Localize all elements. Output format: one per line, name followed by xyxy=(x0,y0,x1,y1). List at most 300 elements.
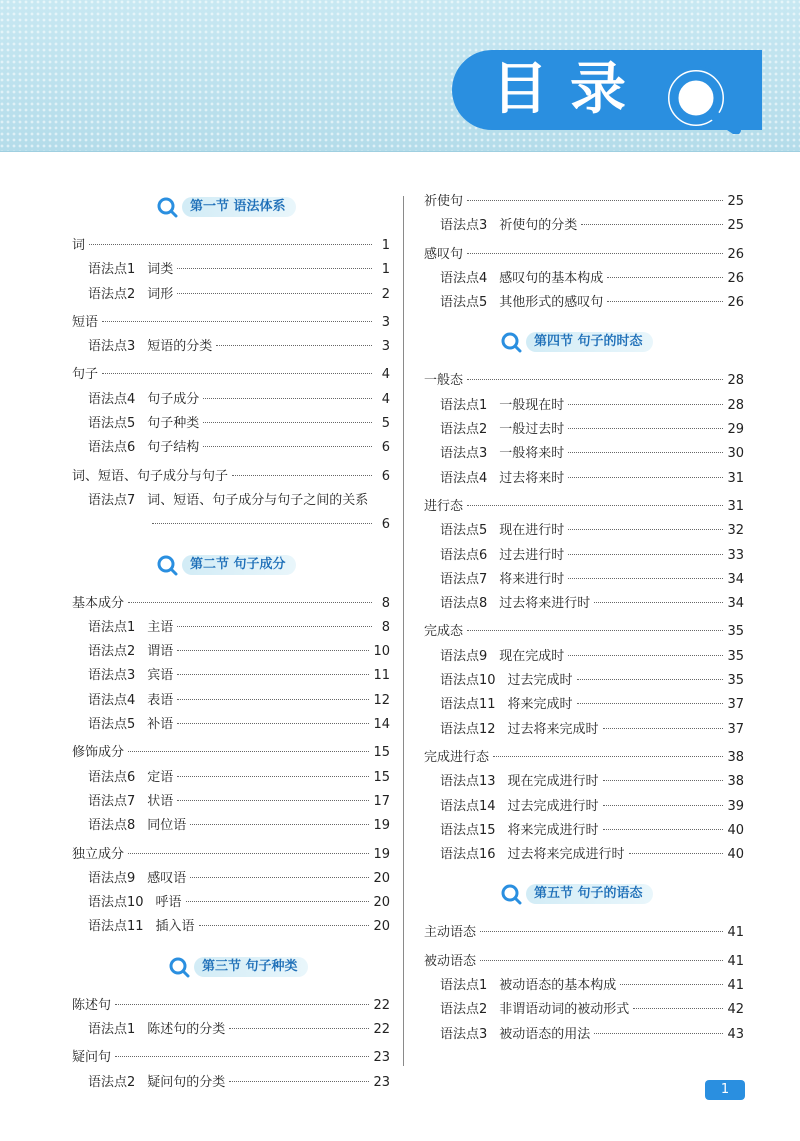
leader-dots xyxy=(568,655,723,656)
toc-entry-text: 状语 xyxy=(147,793,174,809)
toc-entry-text: 过去将来完成进行时 xyxy=(507,847,625,863)
toc-page-number: 31 xyxy=(727,470,744,486)
toc-item-row[interactable] xyxy=(72,283,390,307)
toc-entry-text: 疑问句的分类 xyxy=(147,1074,226,1090)
leader-dots xyxy=(577,679,724,680)
toc-page-number: 23 xyxy=(373,1050,390,1066)
toc-page-number: 5 xyxy=(381,416,390,432)
leader-dots xyxy=(577,703,724,704)
toc-entry-label xyxy=(88,489,368,513)
toc-entry-label xyxy=(88,412,199,436)
toc-entry-label xyxy=(440,770,599,794)
toc-entry-label xyxy=(88,891,182,915)
toc-entry-label xyxy=(440,568,564,592)
toc-entry-label xyxy=(424,620,463,644)
toc-page-number: 6 xyxy=(381,440,390,456)
toc-page-number: 14 xyxy=(373,717,390,733)
toc-entry-label xyxy=(88,616,173,640)
grammar-point-code: 语法点10 xyxy=(88,895,144,911)
leader-dots xyxy=(467,505,723,506)
toc-page-number: 6 xyxy=(381,468,390,484)
toc-entry-label xyxy=(72,363,98,387)
toc-item-row[interactable] xyxy=(72,335,390,359)
toc-page-number: 33 xyxy=(727,547,744,563)
toc-entry-text: 词 xyxy=(72,238,86,253)
toc-page-number: 22 xyxy=(373,1022,390,1038)
toc-item-row[interactable] xyxy=(72,713,390,737)
grammar-point-code: 语法点2 xyxy=(88,1074,136,1090)
section-magnifier-icon xyxy=(156,554,178,576)
toc-entry-label xyxy=(88,258,173,282)
toc-item-row[interactable] xyxy=(72,436,390,460)
leader-dots xyxy=(480,960,723,961)
toc-entry-label xyxy=(440,795,599,819)
toc-page-number: 19 xyxy=(373,846,390,862)
toc-item-row[interactable] xyxy=(72,867,390,891)
leader-dots xyxy=(568,554,723,555)
toc-page-number: 3 xyxy=(381,314,390,330)
toc-item-row[interactable] xyxy=(424,442,744,466)
toc-item-row[interactable] xyxy=(424,819,744,843)
toc-group-row[interactable] xyxy=(72,843,390,867)
leader-dots xyxy=(594,602,723,603)
toc-entry-label xyxy=(88,766,173,790)
toc-page-number: 12 xyxy=(373,692,390,708)
toc-page-number: 38 xyxy=(727,749,744,765)
toc-entry-text: 被动语态的基本构成 xyxy=(499,978,617,994)
leader-dots xyxy=(102,321,372,322)
toc-left-column xyxy=(72,190,390,1095)
grammar-point-code: 语法点5 xyxy=(440,295,488,311)
toc-item-row[interactable] xyxy=(424,770,744,794)
toc-entry-text: 感叹句的基本构成 xyxy=(499,270,604,286)
toc-entry-text: 独立成分 xyxy=(72,846,125,862)
toc-group-row[interactable] xyxy=(72,234,390,258)
toc-group-row[interactable] xyxy=(72,1046,390,1070)
toc-page-number: 35 xyxy=(727,648,744,664)
toc-entry-text: 将来进行时 xyxy=(499,571,565,587)
toc-item-row[interactable] xyxy=(424,394,744,418)
toc-entry-text: 祈使句 xyxy=(424,194,464,209)
leader-dots xyxy=(568,477,723,478)
toc-entry-text: 现在进行时 xyxy=(499,523,565,539)
toc-entry-text: 一般将来时 xyxy=(499,446,565,462)
toc-item-row[interactable] xyxy=(424,592,744,616)
toc-entry-text: 进行态 xyxy=(424,498,464,514)
grammar-point-code: 语法点3 xyxy=(440,1026,488,1042)
toc-entry-text: 祈使句的分类 xyxy=(499,218,578,234)
toc-page-number: 30 xyxy=(727,446,744,462)
grammar-point-code: 语法点5 xyxy=(88,416,136,432)
leader-dots xyxy=(115,1056,369,1057)
toc-group-row[interactable] xyxy=(72,311,390,335)
section-title: 第三节 句子种类 xyxy=(194,957,308,977)
toc-page-number: 26 xyxy=(727,270,744,286)
leader-dots xyxy=(115,1004,369,1005)
section-badge xyxy=(500,883,653,905)
toc-entry-text: 陈述句 xyxy=(72,997,112,1013)
toc-item-row[interactable] xyxy=(424,998,744,1022)
leader-dots xyxy=(89,244,372,245)
toc-item-row[interactable] xyxy=(424,693,744,717)
toc-entry-text: 定语 xyxy=(147,769,174,785)
toc-group-row[interactable] xyxy=(72,592,390,616)
toc-group-row[interactable] xyxy=(72,465,390,489)
toc-entry-label xyxy=(424,243,463,267)
toc-group-row[interactable] xyxy=(424,620,744,644)
toc-entry-text: 句子 xyxy=(72,367,99,383)
toc-entry-text: 过去完成时 xyxy=(507,673,573,689)
toc-page-number: 34 xyxy=(727,571,744,587)
toc-entry-text: 主语 xyxy=(147,619,174,635)
leader-dots xyxy=(581,224,723,225)
toc-entry-label xyxy=(88,436,199,460)
toc-page-number: 29 xyxy=(727,422,744,438)
toc-entry-text: 过去将来时 xyxy=(499,470,565,486)
header-banner xyxy=(0,0,800,152)
toc-item-row[interactable] xyxy=(424,795,744,819)
toc-entry-label xyxy=(88,1071,225,1095)
toc-entry-label xyxy=(88,664,173,688)
toc-page-number: 42 xyxy=(727,1002,744,1018)
grammar-point-code: 语法点1 xyxy=(440,397,488,413)
section-badge xyxy=(500,331,653,353)
toc-entry-label xyxy=(424,190,463,214)
toc-page-number: 10 xyxy=(373,644,390,660)
toc-page-number: 40 xyxy=(727,847,744,863)
leader-dots xyxy=(203,446,372,447)
toc-group-row[interactable] xyxy=(424,950,744,974)
toc-entry-text: 主动语态 xyxy=(424,925,477,941)
leader-dots xyxy=(177,650,369,651)
leader-dots xyxy=(603,805,724,806)
leader-dots xyxy=(190,877,369,878)
leader-dots xyxy=(607,277,723,278)
toc-item-row[interactable] xyxy=(72,814,390,838)
section-heading xyxy=(72,950,390,986)
grammar-point-code: 语法点3 xyxy=(440,218,488,234)
leader-dots xyxy=(199,925,370,926)
toc-entry-text: 现在完成进行时 xyxy=(507,774,599,790)
toc-page-number: 1 xyxy=(381,262,390,278)
section-heading xyxy=(424,325,744,361)
toc-group-row[interactable] xyxy=(72,741,390,765)
toc-item-row[interactable] xyxy=(72,412,390,436)
toc-item-row[interactable] xyxy=(424,645,744,669)
toc-page-number: 20 xyxy=(373,870,390,886)
leader-dots xyxy=(177,293,372,294)
toc-group-row[interactable] xyxy=(424,921,744,945)
section-title: 第二节 句子成分 xyxy=(182,555,296,575)
toc-item-row[interactable] xyxy=(72,513,390,537)
toc-page-number: 8 xyxy=(381,595,390,611)
grammar-point-code: 语法点8 xyxy=(440,596,488,612)
leader-dots xyxy=(177,699,369,700)
toc-entry-text: 插入语 xyxy=(155,919,195,935)
toc-entry-label xyxy=(440,819,599,843)
toc-entry-label xyxy=(440,592,590,616)
toc-group-row[interactable] xyxy=(424,746,744,770)
leader-dots xyxy=(186,901,370,902)
toc-entry-label xyxy=(440,519,564,543)
toc-group-row[interactable] xyxy=(72,994,390,1018)
toc-item-row[interactable] xyxy=(424,669,744,693)
toc-entry-text: 谓语 xyxy=(147,644,174,660)
section-magnifier-icon xyxy=(500,331,522,353)
grammar-point-code: 语法点7 xyxy=(440,571,488,587)
grammar-point-code: 语法点6 xyxy=(440,547,488,563)
toc-entry-text: 被动语态 xyxy=(424,953,477,969)
toc-page-number: 37 xyxy=(727,697,744,713)
toc-item-row[interactable] xyxy=(424,267,744,291)
toc-item-row[interactable] xyxy=(424,214,744,238)
grammar-point-code: 语法点4 xyxy=(440,270,488,286)
toc-entry-text: 呼语 xyxy=(155,895,182,911)
toc-page-number: 26 xyxy=(727,295,744,311)
toc-page-number: 2 xyxy=(381,286,390,302)
toc-item-row[interactable] xyxy=(424,1023,744,1047)
toc-page-number: 8 xyxy=(381,619,390,635)
toc-entry-text: 基本成分 xyxy=(72,595,125,611)
leader-dots xyxy=(568,452,723,453)
section-badge xyxy=(168,956,308,978)
toc-item-row[interactable] xyxy=(72,790,390,814)
toc-item-row[interactable] xyxy=(72,616,390,640)
toc-entry-label xyxy=(88,689,173,713)
toc-page-number: 41 xyxy=(727,953,744,969)
toc-entry-text: 完成进行态 xyxy=(424,749,490,765)
toc-entry-text: 句子成分 xyxy=(147,391,200,407)
toc-page-number: 31 xyxy=(727,498,744,514)
toc-item-row[interactable] xyxy=(72,640,390,664)
section-title: 第五节 句子的语态 xyxy=(526,884,653,904)
toc-entry-text: 将来完成进行时 xyxy=(507,822,599,838)
section-badge xyxy=(156,554,296,576)
toc-entry-text: 词类 xyxy=(147,262,174,278)
toc-entry-label xyxy=(72,465,228,489)
grammar-point-code: 语法点10 xyxy=(440,673,496,689)
grammar-point-code: 语法点2 xyxy=(440,1002,488,1018)
grammar-point-code: 语法点3 xyxy=(440,446,488,462)
toc-entry-label xyxy=(88,388,199,412)
toc-entry-text: 疑问句 xyxy=(72,1050,112,1066)
toc-entry-label xyxy=(440,1023,590,1047)
column-divider xyxy=(403,196,404,1066)
toc-item-row[interactable] xyxy=(72,1018,390,1042)
leader-dots xyxy=(232,475,372,476)
toc-item-row[interactable] xyxy=(72,258,390,282)
leader-dots xyxy=(568,529,723,530)
leader-dots xyxy=(177,674,369,675)
leader-dots xyxy=(629,853,724,854)
toc-item-row[interactable] xyxy=(424,568,744,592)
toc-item-row[interactable] xyxy=(424,544,744,568)
toc-entry-label xyxy=(88,814,186,838)
toc-item-row[interactable] xyxy=(424,718,744,742)
leader-dots xyxy=(603,829,724,830)
toc-page-number: 11 xyxy=(373,668,390,684)
toc-entry-text: 短语的分类 xyxy=(147,339,213,355)
leader-dots xyxy=(177,723,369,724)
toc-entry-label xyxy=(424,369,463,393)
toc-item-row[interactable] xyxy=(72,766,390,790)
grammar-point-code: 语法点4 xyxy=(88,391,136,407)
grammar-point-code: 语法点9 xyxy=(88,870,136,886)
leader-dots xyxy=(493,756,723,757)
toc-page-number: 15 xyxy=(373,769,390,785)
section-heading xyxy=(72,548,390,584)
toc-entry-text: 同位语 xyxy=(147,818,187,834)
grammar-point-code: 语法点3 xyxy=(88,339,136,355)
grammar-point-code: 语法点2 xyxy=(88,286,136,302)
toc-entry-label xyxy=(88,640,173,664)
toc-entry-label xyxy=(72,1046,111,1070)
toc-entry-label xyxy=(440,693,573,717)
toc-entry-label xyxy=(424,921,476,945)
leader-dots xyxy=(229,1081,369,1082)
grammar-point-code: 语法点9 xyxy=(440,648,488,664)
leader-dots xyxy=(128,853,369,854)
toc-item-row[interactable] xyxy=(72,915,390,939)
leader-dots xyxy=(152,523,372,524)
leader-dots xyxy=(128,602,372,603)
toc-entry-label xyxy=(72,234,85,258)
leader-dots xyxy=(603,780,724,781)
toc-page-number: 4 xyxy=(381,367,390,383)
toc-entry-label xyxy=(424,746,489,770)
toc-entry-text: 一般现在时 xyxy=(499,397,565,413)
toc-entry-text: 被动语态的用法 xyxy=(499,1026,591,1042)
toc-page-number: 20 xyxy=(373,895,390,911)
toc-page-number: 28 xyxy=(727,373,744,389)
toc-entry-label xyxy=(440,544,564,568)
toc-page-number: 38 xyxy=(727,774,744,790)
toc-item-row[interactable] xyxy=(424,291,744,315)
toc-entry-text: 词形 xyxy=(147,286,174,302)
leader-dots xyxy=(177,800,369,801)
toc-entry-label xyxy=(424,950,476,974)
toc-page-number: 15 xyxy=(373,745,390,761)
section-badge xyxy=(156,196,296,218)
toc-entry-label xyxy=(440,645,564,669)
toc-entry-text: 过去将来进行时 xyxy=(499,596,591,612)
leader-dots xyxy=(467,200,723,201)
toc-item-row[interactable] xyxy=(72,388,390,412)
toc-entry-text: 现在完成时 xyxy=(499,648,565,664)
toc-right-column xyxy=(424,190,744,1047)
grammar-point-code: 语法点6 xyxy=(88,769,136,785)
toc-page-number: 43 xyxy=(727,1026,744,1042)
toc-entry-label xyxy=(440,843,625,867)
page-title: 目录 xyxy=(492,57,648,122)
grammar-point-code: 语法点6 xyxy=(88,440,136,456)
section-title: 第一节 语法体系 xyxy=(182,197,296,217)
toc-page-number: 19 xyxy=(373,818,390,834)
toc-group-row[interactable] xyxy=(424,190,744,214)
toc-entry-text: 短语 xyxy=(72,314,99,330)
toc-item-row[interactable] xyxy=(424,418,744,442)
toc-group-row[interactable] xyxy=(424,495,744,519)
leader-dots xyxy=(203,398,372,399)
section-magnifier-icon xyxy=(168,956,190,978)
leader-dots xyxy=(203,422,372,423)
toc-entry-label xyxy=(88,915,195,939)
toc-entry-text: 词、短语、句子成分与句子之间的关系 xyxy=(147,492,369,508)
leader-dots xyxy=(480,931,723,932)
toc-entry-label xyxy=(440,267,603,291)
toc-item-row[interactable] xyxy=(424,519,744,543)
leader-dots xyxy=(467,630,723,631)
grammar-point-code: 语法点1 xyxy=(88,262,136,278)
toc-group-row[interactable] xyxy=(424,243,744,267)
grammar-point-code: 语法点12 xyxy=(440,721,496,737)
toc-item-row[interactable] xyxy=(424,843,744,867)
leader-dots xyxy=(568,578,723,579)
toc-entry-label xyxy=(440,291,603,315)
leader-dots xyxy=(607,301,723,302)
toc-entry-text: 过去完成进行时 xyxy=(507,798,599,814)
toc-entry-label xyxy=(72,592,124,616)
toc-entry-text: 非谓语动词的被动形式 xyxy=(499,1002,630,1018)
toc-entry-label xyxy=(440,442,564,466)
toc-group-row[interactable] xyxy=(72,363,390,387)
toc-item-row[interactable] xyxy=(72,664,390,688)
leader-dots xyxy=(603,728,724,729)
toc-entry-label xyxy=(440,418,564,442)
toc-item-row[interactable] xyxy=(72,489,390,513)
grammar-point-code: 语法点15 xyxy=(440,822,496,838)
toc-page-number: 3 xyxy=(381,339,390,355)
grammar-point-code: 语法点16 xyxy=(440,847,496,863)
toc-item-row[interactable] xyxy=(72,891,390,915)
toc-entry-label xyxy=(72,311,98,335)
grammar-point-code: 语法点5 xyxy=(88,717,136,733)
toc-page-number: 26 xyxy=(727,246,744,262)
toc-entry-text: 宾语 xyxy=(147,668,174,684)
toc-item-row[interactable] xyxy=(424,974,744,998)
toc-page-number: 25 xyxy=(727,194,744,209)
leader-dots xyxy=(229,1028,369,1029)
toc-entry-label xyxy=(440,467,564,491)
toc-entry-label xyxy=(88,790,173,814)
toc-entry-text: 句子结构 xyxy=(147,440,200,456)
toc-item-row[interactable] xyxy=(72,689,390,713)
grammar-point-code: 语法点2 xyxy=(88,644,136,660)
leader-dots xyxy=(467,379,723,380)
toc-entry-label xyxy=(440,974,616,998)
leader-dots xyxy=(568,428,723,429)
toc-page-number: 41 xyxy=(727,925,744,941)
leader-dots xyxy=(216,345,372,346)
toc-entry-text: 过去将来完成时 xyxy=(507,721,599,737)
toc-page-number: 35 xyxy=(727,673,744,689)
toc-entry-label xyxy=(72,843,124,867)
toc-group-row[interactable] xyxy=(424,369,744,393)
toc-page-number: 17 xyxy=(373,793,390,809)
leader-dots xyxy=(467,253,723,254)
grammar-point-code: 语法点1 xyxy=(88,1022,136,1038)
toc-item-row[interactable] xyxy=(424,467,744,491)
toc-page-number: 23 xyxy=(373,1074,390,1090)
toc-item-row[interactable] xyxy=(72,1071,390,1095)
toc-page-number: 25 xyxy=(727,218,744,234)
toc-entry-label xyxy=(440,214,577,238)
toc-page-number: 40 xyxy=(727,822,744,838)
grammar-point-code: 语法点2 xyxy=(440,422,488,438)
toc-entry-label xyxy=(72,994,111,1018)
toc-page-number: 20 xyxy=(373,919,390,935)
leader-dots xyxy=(177,776,369,777)
